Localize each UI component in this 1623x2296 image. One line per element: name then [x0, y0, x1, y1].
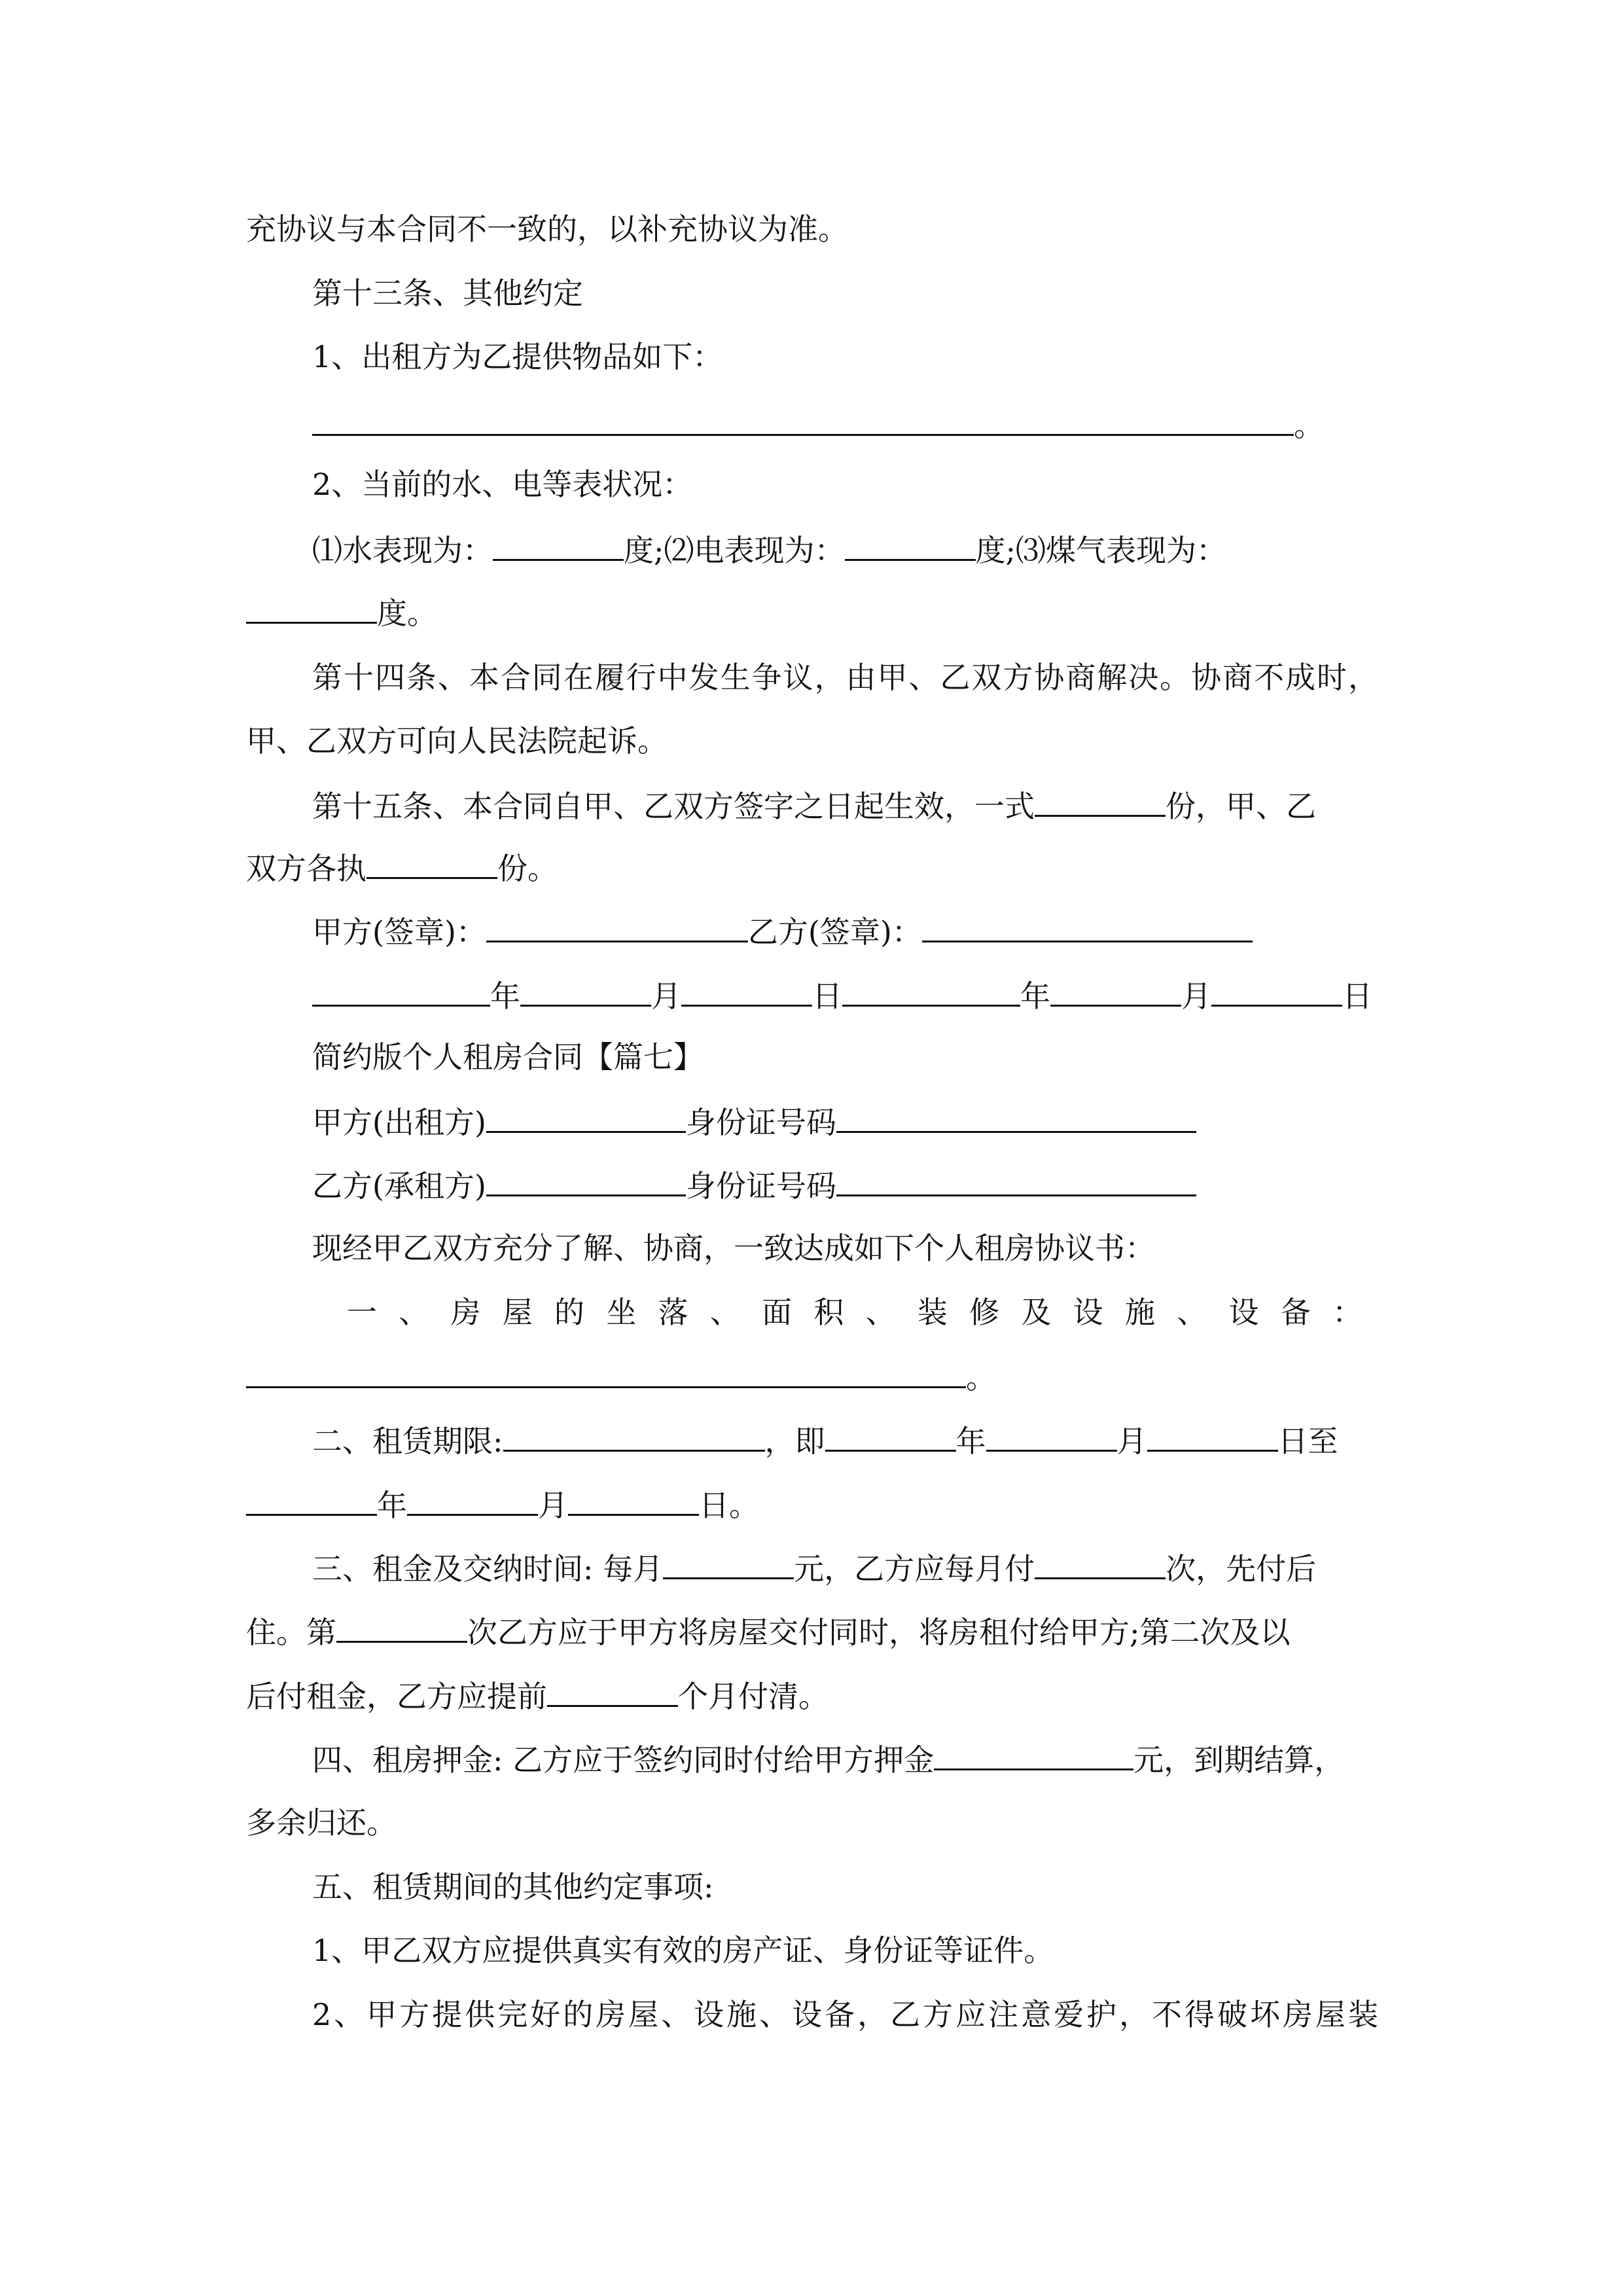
text: 第十五条、本合同自甲、乙双方签字之日起生效，一式 — [312, 789, 1035, 824]
items-blank-line — [312, 401, 1378, 447]
text: 次，先付后 — [1166, 1551, 1317, 1587]
section-heading — [312, 1864, 1378, 1910]
text: 一、房屋的坐落、面积、装修及设施、设备： — [347, 1295, 1378, 1330]
text: 份。 — [497, 851, 558, 886]
text: 2、当前的水、电等表状况： — [312, 467, 693, 502]
deposit-line — [312, 1736, 1378, 1782]
text: 元，乙方应每月付 — [794, 1551, 1035, 1587]
text: 甲、乙双方可向人民法院起诉。 — [246, 723, 668, 759]
text: 次乙方应于甲方将房屋交付同时，将房租付给甲方;第二次及以 — [467, 1615, 1291, 1650]
text-line — [312, 1225, 1378, 1271]
text: 1、出租方为乙提供物品如下： — [312, 339, 723, 374]
text: 二、租赁期限: — [312, 1424, 503, 1459]
text: 多余归还。 — [246, 1805, 397, 1840]
text: 年 — [1020, 978, 1050, 1014]
text: 住。第 — [246, 1615, 336, 1650]
copies-each-blank[interactable] — [366, 844, 497, 879]
party-a-id-blank[interactable] — [836, 1098, 1196, 1133]
text: 乙方(承租方) — [312, 1168, 486, 1204]
party-a-line — [312, 1098, 1378, 1144]
text-line — [312, 1992, 1378, 2037]
text: 份，甲、乙 — [1166, 789, 1316, 824]
text: ，即 — [764, 1424, 825, 1459]
text: 第十三条、其他约定 — [312, 276, 583, 311]
months-ahead-blank[interactable] — [547, 1672, 678, 1707]
item-1-line — [347, 1289, 1378, 1335]
copies-total-blank[interactable] — [1035, 782, 1166, 817]
electric-meter-blank[interactable] — [845, 526, 976, 561]
text-line — [312, 1928, 1378, 1973]
lease-end-line — [246, 1481, 1378, 1527]
day-blank[interactable] — [681, 972, 812, 1007]
text: 身份证号码 — [685, 1168, 836, 1204]
party-b-signature-blank[interactable] — [922, 908, 1253, 942]
start-day-blank[interactable] — [1147, 1417, 1278, 1452]
signature-date-line — [312, 972, 1378, 1018]
text: 月 — [1181, 978, 1211, 1014]
deposit-blank[interactable] — [934, 1736, 1133, 1770]
text: 1、甲乙双方应提供真实有效的房产证、身份证等证件。 — [312, 1933, 1054, 1968]
text: 甲方(出租方) — [312, 1105, 486, 1140]
text: 充协议与本合同不一致的，以补充协议为准。 — [246, 211, 848, 247]
text: 月 — [651, 978, 681, 1014]
text: 甲方(签章)： — [312, 914, 486, 950]
location-blank[interactable] — [246, 1354, 966, 1388]
text-line — [246, 1800, 1378, 1846]
text-line — [246, 844, 1378, 890]
day-blank[interactable] — [1211, 972, 1342, 1007]
party-b-name-blank[interactable] — [486, 1162, 686, 1196]
text: 四、租房押金: 乙方应于签约同时付给甲方押金 — [312, 1742, 935, 1778]
text-line — [246, 206, 1378, 252]
party-b-id-blank[interactable] — [836, 1162, 1196, 1196]
text: 日至 — [1277, 1424, 1338, 1459]
text: ⑴水表现为： — [312, 533, 493, 568]
clause-13-heading — [312, 270, 1378, 316]
end-month-blank[interactable] — [407, 1481, 538, 1516]
lease-term-blank[interactable] — [503, 1417, 765, 1452]
month-blank[interactable] — [1050, 972, 1181, 1007]
text: 简约版个人租房合同【篇七】 — [312, 1039, 704, 1075]
clause-14-line — [312, 655, 1378, 700]
lease-term-line — [312, 1417, 1378, 1463]
location-blank-line — [246, 1354, 1378, 1399]
text: 年 — [490, 978, 520, 1014]
year-blank[interactable] — [312, 972, 490, 1007]
end-day-blank[interactable] — [568, 1481, 699, 1516]
text: 月 — [538, 1488, 568, 1523]
text: 度;⑶煤气表现为： — [975, 533, 1226, 568]
monthly-rent-blank[interactable] — [663, 1545, 794, 1579]
text: 年 — [377, 1488, 407, 1523]
text: 第十四条、本合同在履行中发生争议，由甲、乙双方协商解决。协商不成时， — [312, 660, 1378, 695]
text-line — [312, 334, 1378, 380]
rent-line-cont — [246, 1608, 1378, 1654]
text-line — [246, 718, 1378, 764]
text: 日 — [812, 978, 842, 1014]
text: 乙方(签章)： — [747, 914, 922, 950]
text: 双方各执 — [246, 851, 366, 886]
rent-line-cont — [246, 1672, 1378, 1718]
text: 度;⑵电表现为： — [624, 533, 845, 568]
water-meter-blank[interactable] — [493, 526, 624, 561]
section-heading — [312, 1034, 1378, 1080]
text: 个月付清。 — [678, 1679, 829, 1714]
text: 2、甲方提供完好的房屋、设施、设备，乙方应注意爱护，不得破坏房屋装 — [312, 1997, 1378, 2032]
start-month-blank[interactable] — [986, 1417, 1117, 1452]
text: 日 — [1342, 978, 1372, 1014]
text: 三、租金及交纳时间: 每月 — [312, 1551, 664, 1587]
gas-meter-blank[interactable] — [246, 589, 377, 624]
text: 元，到期结算， — [1133, 1742, 1345, 1778]
year-blank[interactable] — [842, 972, 1020, 1007]
meter-line — [312, 526, 1378, 572]
text: 日。 — [699, 1488, 759, 1523]
text: 月 — [1116, 1424, 1147, 1459]
party-a-name-blank[interactable] — [486, 1098, 686, 1133]
meter-line-cont — [246, 589, 1378, 635]
party-a-signature-blank[interactable] — [486, 908, 748, 942]
text: 。 — [966, 1360, 996, 1395]
text: 年 — [955, 1424, 986, 1459]
clause-15-line — [312, 782, 1378, 828]
payment-count-blank[interactable] — [1035, 1545, 1166, 1579]
text: 后付租金，乙方应提前 — [246, 1679, 547, 1714]
month-blank[interactable] — [520, 972, 651, 1007]
party-b-line — [312, 1162, 1378, 1208]
text: 身份证号码 — [685, 1105, 836, 1140]
end-year-blank[interactable] — [246, 1481, 377, 1516]
text: 五、租赁期间的其他约定事项: — [312, 1869, 714, 1905]
text: 现经甲乙双方充分了解、协商，一致达成如下个人租房协议书： — [312, 1230, 1155, 1266]
signature-line — [312, 908, 1378, 954]
text: 。 — [1294, 408, 1324, 443]
rent-line — [312, 1545, 1378, 1590]
text-line — [312, 461, 1378, 507]
payment-number-blank[interactable] — [336, 1608, 467, 1643]
text: 度。 — [377, 596, 437, 631]
items-blank[interactable] — [312, 401, 1294, 436]
start-year-blank[interactable] — [825, 1417, 956, 1452]
